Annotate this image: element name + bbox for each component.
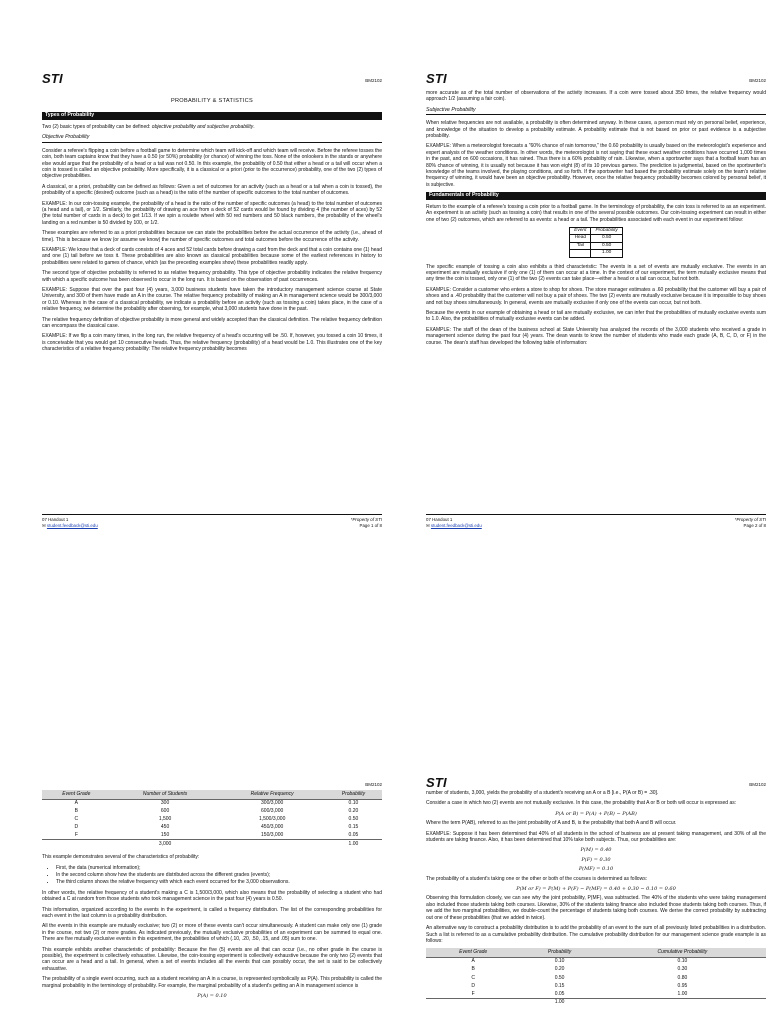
- table-row: F 0.05 1.00: [471, 990, 688, 997]
- document-code: BM2102: [749, 782, 766, 787]
- property-label: *Property of STI: [350, 517, 382, 522]
- formula: P(A) = 0.10: [197, 993, 227, 1000]
- paragraph: In other words, the relative frequency of a student's making a C is 1,500/3,000, which also means that the probability of selecting a student who had obtained a C at random from those students who took management science in the past four (4) years is 0.50.: [42, 889, 382, 903]
- handout-page-2: [420, 68, 768, 534]
- paragraph: Where the term P(AB), referred to as the joint probability of A and B, is the probability that both A and B will occur.: [426, 820, 677, 827]
- paragraph: Consider a case in which two (2) events are not mutually exclusive. In this case, the probability that A or B or both will occur is expressed as:: [426, 800, 737, 807]
- paragraph: This information, organized according to the events in the experiment, is called a frequency distribution. The list of the corresponding probabilities for each event in the last column is a probability distribution.: [42, 906, 382, 919]
- paragraph: The probability of a student's taking one or the other or both of the courses is determined as follows:: [426, 875, 648, 882]
- table-total-row: 1.00: [426, 998, 766, 1006]
- table-row: Head 0.50: [570, 235, 623, 242]
- paragraph: This example exhibits another characteristic of probability: Because the five (5) events are all that can occur (i.e., no other grade in the course is possible), the experiment is collectively exhaustive. Likewise, the coin-tossing experiment is collectively exhaustive because the only two (2) events that can occur are a head and a tail. In general, when a set of events includes all the events that can possibly occur, the set is said to be collectively exhaustive.: [42, 946, 382, 972]
- formula: P(M) = 0.40: [580, 847, 612, 854]
- bullet-list: [56, 865, 382, 886]
- paragraph: The second type of objective probability is referred to as relative frequency probability. This type of objective probability indicates the relative frequency with which a specific outcome has been observed to occur in the long run. It is based on the observation of past occurrences.: [42, 270, 382, 283]
- paragraph: EXAMPLE: Suppose that over the past four (4) years, 3,000 business students have taken the introductory management science course at State University, and 300 of them have made an A in the course. The relative frequency probability of making an A in management science would be 300/3,000 or 0.10. Whereas in the case of a classical probability, we indicate a probability before an activity (such as tossing a coin) takes place, in the case of a relative frequency, we determine the probability after observing, for example, what 3,000 students have done in the past.: [42, 287, 382, 313]
- table-row: B 0.20 0.30: [471, 966, 688, 973]
- cumulative-probability-table: Event Grade Probability Cumulative Probability A 0.10 0.10 B 0.20 0.30 C 0.50 0.80 D 0.15 0.95 F 0.05 1.00 1.00: [426, 948, 766, 1006]
- paragraph: number of students, 3,000, yields the probability of a student's receiving an A or a B [i.e., P(A or B) = .30].: [426, 790, 659, 796]
- paragraph: Observing this formulation closely, we can see why the joint probability, P(MF), was subtracted. The 40% of the students who were taking management also included those students taking both courses. Likewise, 30% of the students taking finance also included those students taking both courses. Thus, if we add the two marginal probabilities, we double-count the percentage of students taking both courses. We derive the correct probability by subtracting out one of these probabilities (that we added in twice).: [426, 895, 766, 921]
- paragraph: An alternative way to construct a probability distribution is to add the probability of an event to the sum of all previously listed probabilities in a distribution. Such a list is referred to as a cumulative probability distribution. The cumulative probability distribution for our management science grade example is as follows:: [426, 925, 766, 944]
- formula: P(M or F) = P(M) + P(F) − P(MF) = 0.40 + 0.30 − 0.10 = 0.60: [516, 886, 676, 893]
- table-row: B 600 600/3,000 0.20: [74, 808, 359, 815]
- sti-logo: STI: [426, 775, 447, 790]
- paragraph: EXAMPLE: Consider a customer who enters a store to shop for shoes. The store manager estimates a .60 probability that the customer will buy a pair of shoes and a .40 probability that the customer will not buy a pair of shoes. The two (2) events are mutually exclusive because it is impossible to buy shoes and not buy shoes simultaneously. In general, events are mutually exclusive if only one of the events can occur, but not both.: [426, 286, 766, 306]
- paragraph: Return to the example of a referee's tossing a coin prior to a football game. In the terminology of probability, the coin toss is referred to as an experiment. An experiment is an activity (such as tossing a coin) that results in one of the several possible outcomes. Our coin-tossing experiment can result in either one of two (2) outcomes, which are referred to as events: a head or a tail. The probabilities associated with each event in our experiment follow:: [426, 203, 766, 223]
- page-header: [420, 68, 768, 88]
- paragraph: A classical, or a priori, probability can be defined as follows: Given a set of outcomes for an activity (such as a head or a tail when a coin is tossed), the probability of a specific (desired) outcome (such as a head) is the ratio of the number of specific outcomes to the total number of outcomes.: [42, 183, 382, 197]
- table-row: A 300 300/3,000 0.10: [74, 800, 359, 807]
- page-footer: [426, 514, 766, 532]
- paragraph: EXAMPLE: If we flip a coin many times, in the long run, the relative frequency of a head's occurring will be .50. If, however, you tossed a coin 10 times, it is conceivable that you would get 10 consecutive heads. Thus, the relative frequency (probability) of a head would be 1.0. This illustrates one of the key characteristics of a relative frequency probability: The relative frequency probability becomes: [42, 333, 382, 353]
- paragraph: These examples are referred to as a priori probabilities because we can state the probabilities before the actual occurrence of the activity (i.e., ahead of time). This is because we know (or assume we know) the number of specific outcomes and total outcomes before the occurrence of the activity.: [42, 230, 382, 243]
- paragraph: The relative frequency definition of objective probability is more general and widely accepted than the classical definition. The relative frequency definition can encompass the classical case.: [42, 316, 382, 330]
- handout-label: 07 Handout 1: [426, 517, 453, 522]
- subheading-objective: Objective Probability: [42, 134, 382, 142]
- handout-page-3: [36, 772, 386, 1024]
- list-item: • First, the data (numerical information);: [56, 865, 382, 871]
- grade-distribution-table: Event Grade Number of Students Relative Frequency Probability A 300 300/3,000 0.10 B 600 600/3,000 0.20 C 1,500 1,500/3,000 0.50 D 450 450/3,000 0.15 F 150 150/3,000 0.05 3,000 1.00: [42, 790, 382, 848]
- feedback-email-link[interactable]: student.feedback@sti.edu: [46, 522, 98, 528]
- paragraph: Because the events in our example of obtaining a head or tail are mutually exclusive, we can infer that the probabilities of mutually exclusive events sum to 1.0. Also, the probabilities of mutually exclusive events can be added.: [426, 310, 766, 323]
- document-code: BM2102: [365, 782, 382, 787]
- handout-label: 07 Handout 1: [42, 517, 69, 522]
- table-total-row: 3,000 1.00: [42, 840, 382, 848]
- paragraph: EXAMPLE: The staff of the dean of the business school at State University has analyzed the records of the 3,000 students who received a grade in management science during the past four (4) years. The dean wants to know the number of students who made each grade (A, B, C, D, or F) in the course. The dean's staff has developed the following table of information:: [426, 326, 766, 346]
- table-row: D 0.15 0.95: [471, 982, 688, 989]
- property-label: *Property of STI: [734, 517, 766, 522]
- feedback-email-link[interactable]: student.feedback@sti.edu: [430, 522, 482, 528]
- table-row: 1.00: [570, 250, 623, 257]
- sti-logo: STI: [426, 71, 447, 86]
- table-row: Tail 0.50: [570, 242, 623, 249]
- handout-page-1: [36, 68, 386, 534]
- paragraph: EXAMPLE: When a meteorologist forecasts a "60% chance of rain tomorrow," the 0.60 probability is usually based on the meteorologist's experience and expert analysis of the weather conditions. In other words, the meteorologist is not saying that these exact weather conditions have occurred 1,000 times in the past, and on 600 occasions, it has rained. Thus there is a 60% probability of rain. Likewise, when a sportswriter says that a football team has an 80% chance of winning, it is usually not because it has won eight (8) of its 10 previous games. The prediction is judgmental, based on the sportswriter's knowledge of the teams involved, the playing conditions, and so forth. If the sportswriter had based the probability estimate solely on the team's relative frequency of winning, it would have been an objective probability. However, once the relative frequency probability becomes colored by personal belief, it is subjective.: [426, 143, 766, 188]
- paragraph: Consider a referee's flipping a coin before a football game to determine which team will kick-off and which team will receive. Before the referee tosses the coin, both team captains know that they have a 0.50 (or 50%) probability (or chance) of winning the toss. None of the onlookers in the stands or anywhere else would argue that the probability of a head or a tail was not 0.50. In this example, the probability of 0.50 that either a head or a tail will occur when a coin is tossed is called an objective probability. More specifically, it is a classical or a priori (prior to the occurrence) probability, one of the two (2) types of objective probabilities.: [42, 147, 382, 180]
- sti-logo: STI: [42, 71, 63, 86]
- paragraph: When relative frequencies are not available, a probability is often determined anyway. In these cases, a person must rely on personal belief, experience, and knowledge of the situation to develop a probability estimate. A probability estimate that is not based on prior or past evidence is a subjective probability.: [426, 120, 766, 140]
- section-heading-fundamentals: Fundamentals of Probability: [426, 192, 766, 200]
- paragraph: All the events in this example are mutually exclusive; two (2) or more of these events can't occur simultaneously. A student can make only one (1) grade in the course, not two (2) or more grades. As indicated previously, the mutually exclusive probabilities of an experiment can be summed to equal one. There are five mutually exclusive events in this experiment, the probabilities of which (.10, .20, .50, .15, and .05) sum to one.: [42, 923, 382, 943]
- page-number: Page 2 of 8: [743, 522, 766, 528]
- list-item: • The third column shows the relative frequency with which each event occurred for the 3,000 observations.: [56, 879, 382, 885]
- section-heading-types: Types of Probability: [42, 112, 382, 120]
- formula: P(F) = 0.30: [581, 856, 611, 863]
- list-item: • In the second column show how the students are distributed across the different grades (events);: [56, 872, 382, 878]
- mail-icon: ✉: [42, 522, 46, 528]
- page-footer: [42, 514, 382, 532]
- handout-page-4: [420, 772, 768, 1024]
- page-header: [36, 772, 386, 792]
- paragraph: more accurate as of the total number of observations of the activity increases. If a coin were tossed about 350 times, the relative frequency would approach 1/2 (assuming a fair coin).: [426, 90, 766, 103]
- formula: P(MF) = 0.10: [578, 866, 614, 873]
- table-row: F 150 150/3,000 0.05: [74, 832, 359, 839]
- subheading-subjective: Subjective Probability: [426, 107, 766, 115]
- paragraph: EXAMPLE: In our coin-tossing example, the probability of a head is the ratio of the number of specific outcomes (a head) to the total number of outcomes (a head and a tail), or 1/2. Similarly, the probability of drawing an ace from a deck of 52 cards would be found by dividing 4 (the number of aces) by 52 (the total number of cards in a deck) to get 1/13. If we spin a roulette wheel with 50 red numbers and 50 black numbers, the probability of the wheel's landing on a red number is 50 divided by 100, or 1/2.: [42, 200, 382, 226]
- table-row: D 450 450/3,000 0.15: [74, 824, 359, 831]
- intro-paragraph: Two (2) basic types of probability can be defined: objective probability and subjective probability.: [42, 123, 255, 130]
- paragraph: EXAMPLE: We know that a deck of cards consists of 4 aces and 52 total cards before drawing a card from the deck and that a coin contains one (1) head and one (1) tail before we toss it. These probabilities are also known as classical probabilities because some of the earliest references in history to probabilities were related to games of chance, which (as the preceding examples show) these probabilities readily apply.: [42, 247, 382, 266]
- paragraph: The probability of a single event occurring, such as a student receiving an A in a course, is represented symbolically as P(A). This probability is called the marginal probability in the terminology of probability. For example, the marginal probability of a student's getting an A in management science is: [42, 976, 382, 989]
- page-header: [420, 772, 768, 792]
- event-probability-table: Event Probability Head 0.50 Tail 0.50 1.00: [569, 227, 623, 258]
- page-number: Page 1 of 8: [359, 522, 382, 528]
- paragraph: The specific example of tossing a coin also exhibits a third characteristic: The events in a set of events are mutually exclusive. The events in an experiment are mutually exclusive if only one (1) of them can occur at a time. In the context of our experiment, the term mutually exclusive means that any time the coin is tossed, only one (1) of the two (2) events can take place—either a head or a tail can occur, but not both.: [426, 263, 766, 283]
- document-title: PROBABILITY & STATISTICS: [170, 98, 254, 104]
- table-row: A 0.10 0.10: [471, 958, 688, 965]
- document-code: BM2102: [749, 78, 766, 83]
- paragraph: This example demonstrates several of the characteristics of probability:: [42, 854, 200, 861]
- mail-icon: ✉: [426, 522, 430, 528]
- table-row: C 1,500 1,500/3,000 0.50: [74, 816, 359, 823]
- document-code: BM2102: [365, 78, 382, 83]
- formula: P(A or B) = P(A) + P(B) − P(AB): [555, 810, 637, 817]
- paragraph: EXAMPLE: Suppose it has been determined that 40% of all students in the school of business are at present taking management, and 30% of all the students are taking finance. Also, it has been determined that 10% take both subjects. Thus, our probabilities are:: [426, 830, 766, 844]
- page-header: [36, 68, 386, 88]
- table-row: C 0.50 0.80: [471, 974, 688, 981]
